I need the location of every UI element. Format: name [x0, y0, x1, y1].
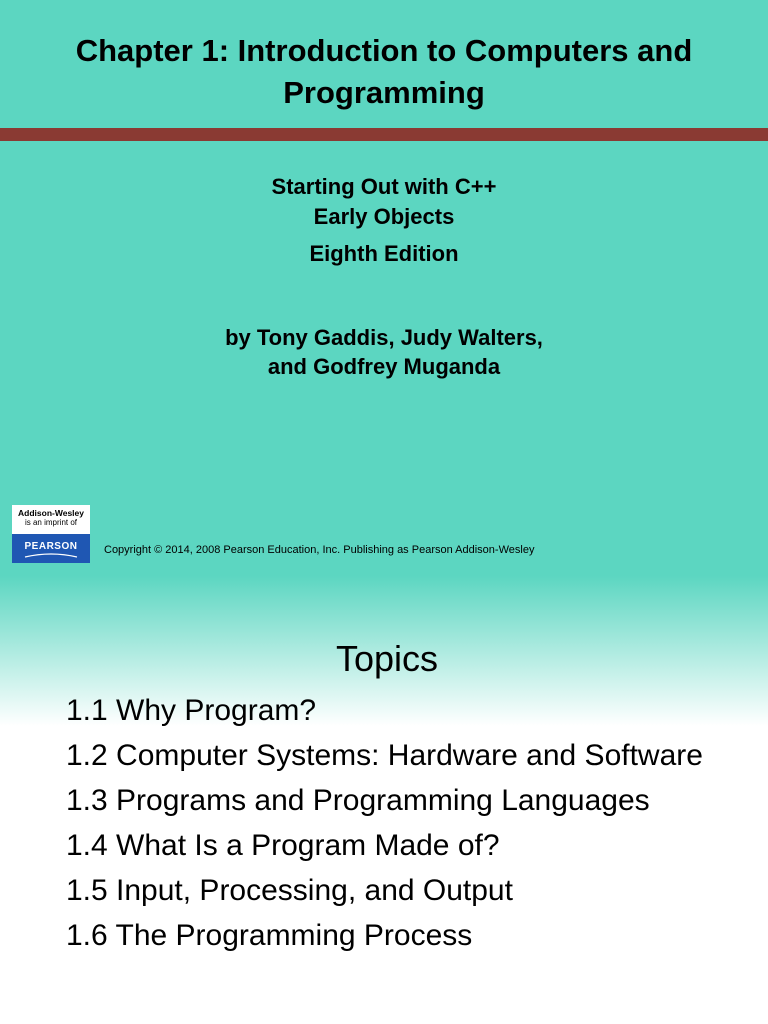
- authors-line-1: by Tony Gaddis, Judy Walters,: [225, 325, 543, 350]
- authors-line-2: and Godfrey Muganda: [267, 354, 501, 379]
- copyright-notice: Copyright © 2014, 2008 Pearson Education, Inc. Publishing as Pearson Addison-Wesley: [104, 544, 535, 556]
- logo-imprint-text: is an imprint of: [24, 518, 78, 527]
- chapter-title-line-1: Chapter 1: Introduction to Computers and: [75, 33, 693, 68]
- topics-title: Topics: [335, 638, 439, 679]
- logo-publisher: Addison-Wesley: [18, 508, 84, 518]
- topic-item: 1.2 Computer Systems: Hardware and Software: [66, 739, 703, 772]
- topic-item: 1.4 What Is a Program Made of?: [66, 829, 500, 862]
- book-title-line-1: Starting Out with C++: [271, 174, 497, 199]
- topic-item: 1.6 The Programming Process: [66, 919, 473, 952]
- title-divider: [0, 128, 768, 141]
- topic-item: 1.3 Programs and Programming Languages: [66, 784, 650, 817]
- edition: Eighth Edition: [309, 241, 459, 266]
- topic-item: 1.1 Why Program?: [66, 694, 317, 727]
- logo-pearson: PEARSON: [24, 541, 78, 552]
- book-title-line-2: Early Objects: [313, 204, 455, 229]
- pearson-swoosh-icon: [23, 552, 79, 558]
- topic-item: 1.5 Input, Processing, and Output: [66, 874, 513, 907]
- topics-list: [66, 692, 756, 962]
- chapter-title: [0, 30, 768, 114]
- addison-wesley-pearson-logo: [12, 505, 90, 563]
- chapter-title-line-2: Programming: [283, 75, 485, 110]
